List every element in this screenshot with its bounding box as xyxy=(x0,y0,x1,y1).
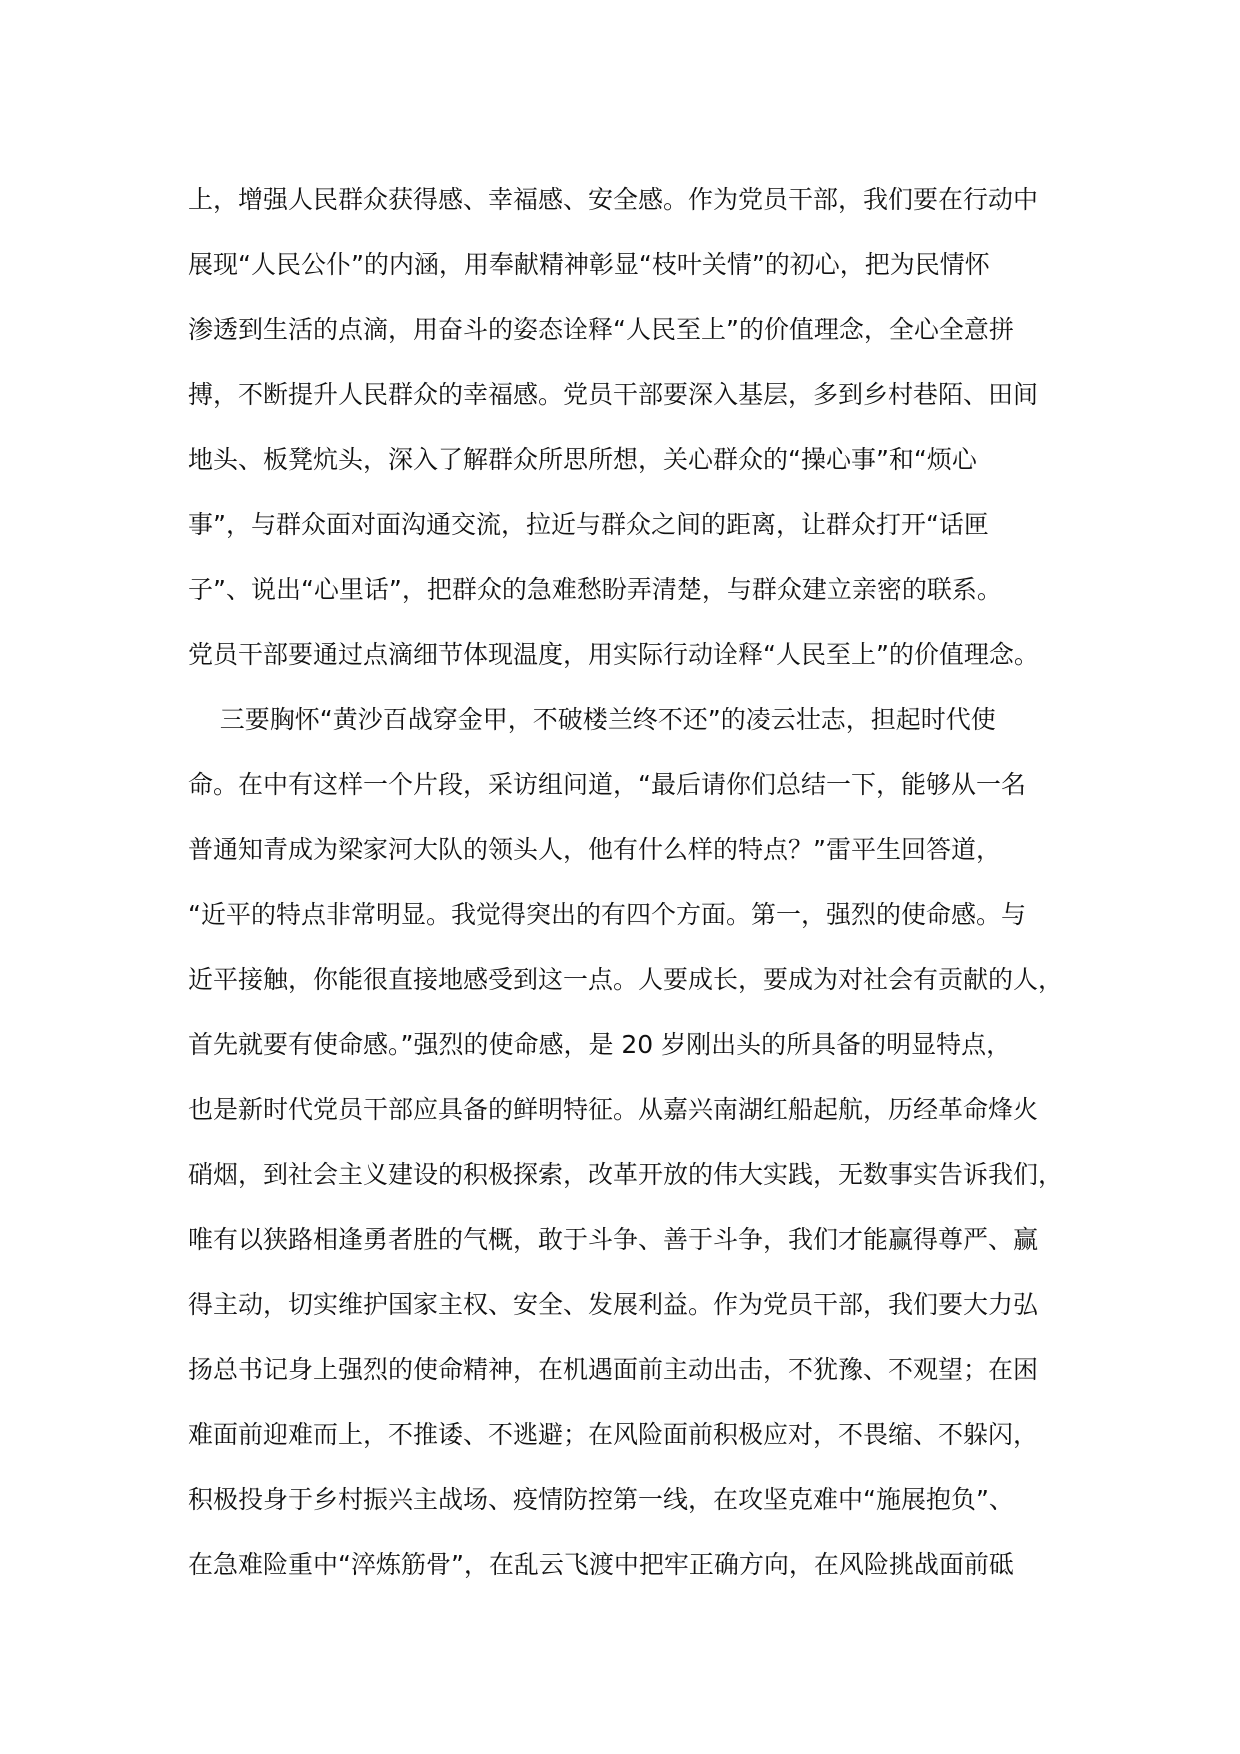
text-line: 上，增强人民群众获得感、幸福感、安全感。作为党员干部，我们要在行动中 xyxy=(188,185,1039,214)
text-line: 近平接触，你能很直接地感受到这一点。人要成长，要成为对社会有贡献的人， xyxy=(188,965,1064,994)
text-line: 普通知青成为梁家河大队的领头人，他有什么样的特点？”雷平生回答道， xyxy=(188,835,1001,864)
text-line: 硝烟，到社会主义建设的积极探索，改革开放的伟大实践，无数事实告诉我们， xyxy=(188,1160,1064,1189)
text-line: 首先就要有使命感。”强烈的使命感，是 20 岁刚出头的所具备的明显特点， xyxy=(188,1030,1012,1059)
text-line: 难面前迎难而上，不推诿、不逃避；在风险面前积极应对，不畏缩、不躲闪， xyxy=(188,1420,1039,1449)
text-line: 命。在中有这样一个片段，采访组问道，“最后请你们总结一下，能够从一名 xyxy=(188,770,1026,799)
text-line: 事”，与群众面对面沟通交流，拉近与群众之间的距离，让群众打开“话匣 xyxy=(188,510,989,539)
text-line: 扬总书记身上强烈的使命精神，在机遇面前主动出击，不犹豫、不观望；在困 xyxy=(188,1355,1039,1384)
text-line: “近平的特点非常明显。我觉得突出的有四个方面。第一，强烈的使命感。与 xyxy=(188,900,1026,929)
text-line: 唯有以狭路相逢勇者胜的气概，敢于斗争、善于斗争，我们才能赢得尊严、赢 xyxy=(188,1225,1039,1254)
text-line: 党员干部要通过点滴细节体现温度，用实际行动诠释“人民至上”的价值理念。 xyxy=(188,640,1039,669)
text-line: 三要胸怀“黄沙百战穿金甲，不破楼兰终不还”的凌云壮志，担起时代使 xyxy=(188,705,996,734)
text-line: 搏，不断提升人民群众的幸福感。党员干部要深入基层，多到乡村巷陌、田间 xyxy=(188,380,1039,409)
text-line: 也是新时代党员干部应具备的鲜明特征。从嘉兴南湖红船起航，历经革命烽火 xyxy=(188,1095,1039,1124)
text-line: 子”、说出“心里话”，把群众的急难愁盼弄清楚，与群众建立亲密的联系。 xyxy=(188,575,1002,604)
text-line: 积极投身于乡村振兴主战场、疫情防控第一线，在攻坚克难中“施展抱负”、 xyxy=(188,1485,1014,1514)
body-text xyxy=(188,167,1068,1597)
text-line: 渗透到生活的点滴，用奋斗的姿态诠释“人民至上”的价值理念，全心全意拼 xyxy=(188,315,1014,344)
text-line: 得主动，切实维护国家主权、安全、发展利益。作为党员干部，我们要大力弘 xyxy=(188,1290,1039,1319)
text-line: 在急难险重中“淬炼筋骨”，在乱云飞渡中把牢正确方向，在风险挑战面前砥 xyxy=(188,1550,1014,1579)
text-line: 地头、板凳炕头，深入了解群众所思所想，关心群众的“操心事”和“烦心 xyxy=(188,445,977,474)
text-line: 展现“人民公仆”的内涵，用奉献精神彰显“枝叶关情”的初心，把为民情怀 xyxy=(188,250,990,279)
